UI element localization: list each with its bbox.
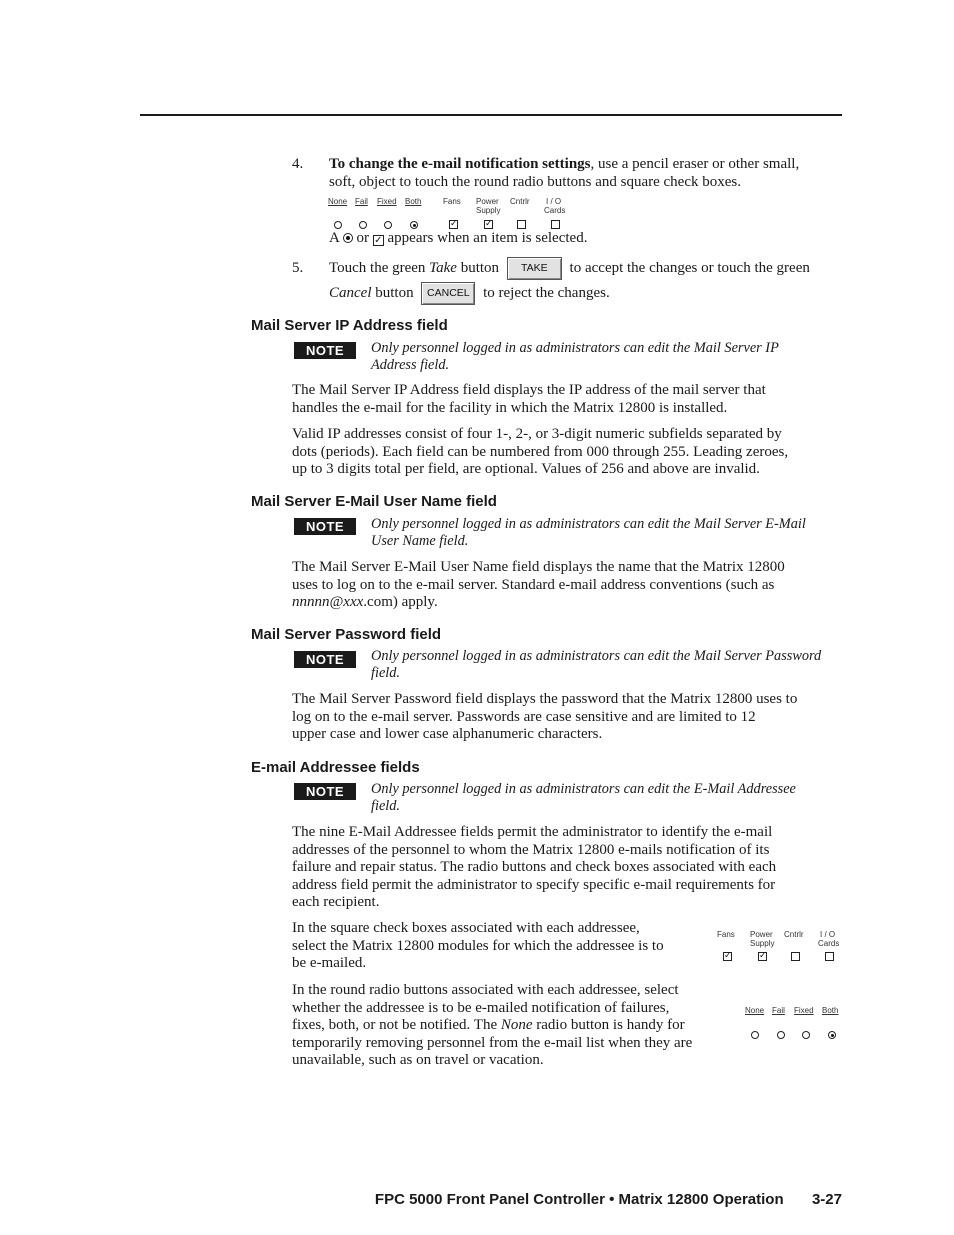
paragraph-password: The Mail Server Password field displays the password that the Matrix 12800 uses to log on to the e-mail server. Passwords are case sensitive and are limited to 12 upper case and lower case alphanumeric characters. bbox=[292, 691, 798, 743]
note-text-username: Only personnel logged in as administrators can edit the Mail Server E-Mail User Name field. bbox=[371, 516, 806, 550]
radio-fixed[interactable] bbox=[802, 1031, 810, 1039]
check-label-supply: Supply bbox=[750, 939, 775, 948]
selected-radio-icon bbox=[343, 233, 353, 243]
check-label-io: I / O bbox=[546, 197, 562, 206]
selected-check-icon: ✓ bbox=[374, 235, 383, 246]
check-label-cntrlr: Cntrlr bbox=[784, 930, 804, 939]
note-text-password: Only personnel logged in as administrators can edit the Mail Server Password field. bbox=[371, 648, 822, 682]
header-rule bbox=[140, 114, 842, 116]
notification-radio-widget bbox=[744, 1005, 844, 1041]
check-label-power: Power bbox=[750, 930, 773, 939]
checkbox-io-cards[interactable] bbox=[825, 952, 834, 961]
paragraph-ip-2: Valid IP addresses consist of four 1-, 2-, or 3-digit numeric subfields separated by dots (periods). Each field can be numbered from 000 through 255. Leading zeroes, up to 3 digits total per field, are optional. Values of 256 and above are invalid. bbox=[292, 426, 789, 478]
checkbox-power-supply[interactable]: ✓ bbox=[759, 951, 767, 961]
radio-label-fixed: Fixed bbox=[794, 1006, 814, 1015]
checkbox-fans[interactable]: ✓ bbox=[724, 951, 732, 961]
radio-label-none: None bbox=[328, 197, 348, 206]
note-badge: NOTE bbox=[294, 342, 356, 359]
paragraph-addressee-3: In the round radio buttons associated with each addressee, select whether the addressee is to be e-mailed notification of failures, fixes, both, or not be notified. The None radio button is handy for temporarily removing personnel from the e-mail list when they are unavailable, such as on travel or vacation. bbox=[292, 982, 693, 1069]
check-label-cards: Cards bbox=[544, 206, 566, 215]
check-label-supply: Supply bbox=[476, 206, 501, 215]
radio-fail[interactable] bbox=[777, 1031, 785, 1039]
take-button[interactable]: TAKE bbox=[507, 257, 562, 280]
checkbox-io-cards[interactable] bbox=[551, 220, 560, 229]
heading-email-addressee: E-mail Addressee fields bbox=[251, 759, 420, 776]
check-label-power: Power bbox=[476, 197, 499, 206]
radio-label-fail: Fail bbox=[772, 1006, 785, 1015]
radio-none[interactable] bbox=[334, 221, 342, 229]
check-label-cntrlr: Cntrlr bbox=[510, 197, 530, 206]
radio-label-both: Both bbox=[822, 1006, 839, 1015]
footer-title: FPC 5000 Front Panel Controller • Matrix 12800 Operation bbox=[374, 1191, 784, 1208]
heading-mail-server-username: Mail Server E-Mail User Name field bbox=[251, 493, 497, 510]
radio-fixed[interactable] bbox=[384, 221, 392, 229]
radio-both[interactable] bbox=[410, 221, 418, 229]
heading-mail-server-ip: Mail Server IP Address field bbox=[251, 317, 448, 334]
radio-fail[interactable] bbox=[359, 221, 367, 229]
step-5-text: Touch the green Take button TAKE to accept the changes or touch the green Cancel button CANCEL to reject the changes. bbox=[329, 256, 849, 306]
step-4-bold: To change the e-mail notification settings bbox=[329, 156, 591, 172]
checkbox-power-supply[interactable]: ✓ bbox=[485, 219, 493, 229]
note-text-addressee: Only personnel logged in as administrators can edit the E-Mail Addressee field. bbox=[371, 781, 796, 815]
cancel-button[interactable]: CANCEL bbox=[421, 282, 475, 305]
check-label-fans: Fans bbox=[717, 930, 735, 939]
radio-label-fail: Fail bbox=[355, 197, 368, 206]
note-badge: NOTE bbox=[294, 651, 356, 668]
paragraph-username: The Mail Server E-Mail User Name field displays the name that the Matrix 12800 uses to log on to the e-mail server. Standard e-mail address conventions (such as nnnnn@xxx.com) apply. bbox=[292, 559, 785, 611]
note-badge: NOTE bbox=[294, 518, 356, 535]
notification-settings-widget bbox=[328, 195, 578, 235]
step-4-number: 4. bbox=[292, 156, 304, 172]
radio-label-fixed: Fixed bbox=[377, 197, 397, 206]
step-4-text: To change the e-mail notification settings, use a pencil eraser or other small, soft, object to touch the round radio buttons and square check boxes. bbox=[329, 156, 800, 190]
check-label-fans: Fans bbox=[443, 197, 461, 206]
radio-label-none: None bbox=[745, 1006, 765, 1015]
heading-mail-server-password: Mail Server Password field bbox=[251, 626, 442, 643]
selected-indicator-line: A or ✓ appears when an item is selected. bbox=[329, 230, 588, 246]
note-badge: NOTE bbox=[294, 783, 356, 800]
radio-label-both: Both bbox=[405, 197, 422, 206]
note-text-ip: Only personnel logged in as administrators can edit the Mail Server IP Address field. bbox=[371, 340, 779, 374]
check-label-cards: Cards bbox=[818, 939, 840, 948]
checkbox-fans[interactable]: ✓ bbox=[450, 219, 458, 229]
paragraph-addressee-2: In the square check boxes associated with each addressee, select the Matrix 12800 modules for which the addressee is to be e-mailed. bbox=[292, 920, 664, 972]
module-checkbox-widget bbox=[716, 929, 846, 965]
check-label-io: I / O bbox=[820, 930, 836, 939]
step-5-number: 5. bbox=[292, 260, 304, 276]
checkbox-cntrlr[interactable] bbox=[517, 220, 526, 229]
page-number: 3-27 bbox=[811, 1191, 842, 1208]
page-footer bbox=[366, 1190, 842, 1210]
paragraph-ip-1: The Mail Server IP Address field displays the IP address of the mail server that handles the e-mail for the facility in which the Matrix 12800 is installed. bbox=[292, 382, 766, 416]
radio-none[interactable] bbox=[751, 1031, 759, 1039]
radio-both[interactable] bbox=[828, 1031, 836, 1039]
paragraph-addressee-1: The nine E-Mail Addressee fields permit the administrator to identify the e-mail addresses of the personnel to whom the Matrix 12800 e-mails notification of its failure and repair status. The radio buttons and check boxes associated with each address field permit the administrator to specify specific e-mail requirements for each recipient. bbox=[292, 824, 777, 911]
checkbox-cntrlr[interactable] bbox=[791, 952, 800, 961]
